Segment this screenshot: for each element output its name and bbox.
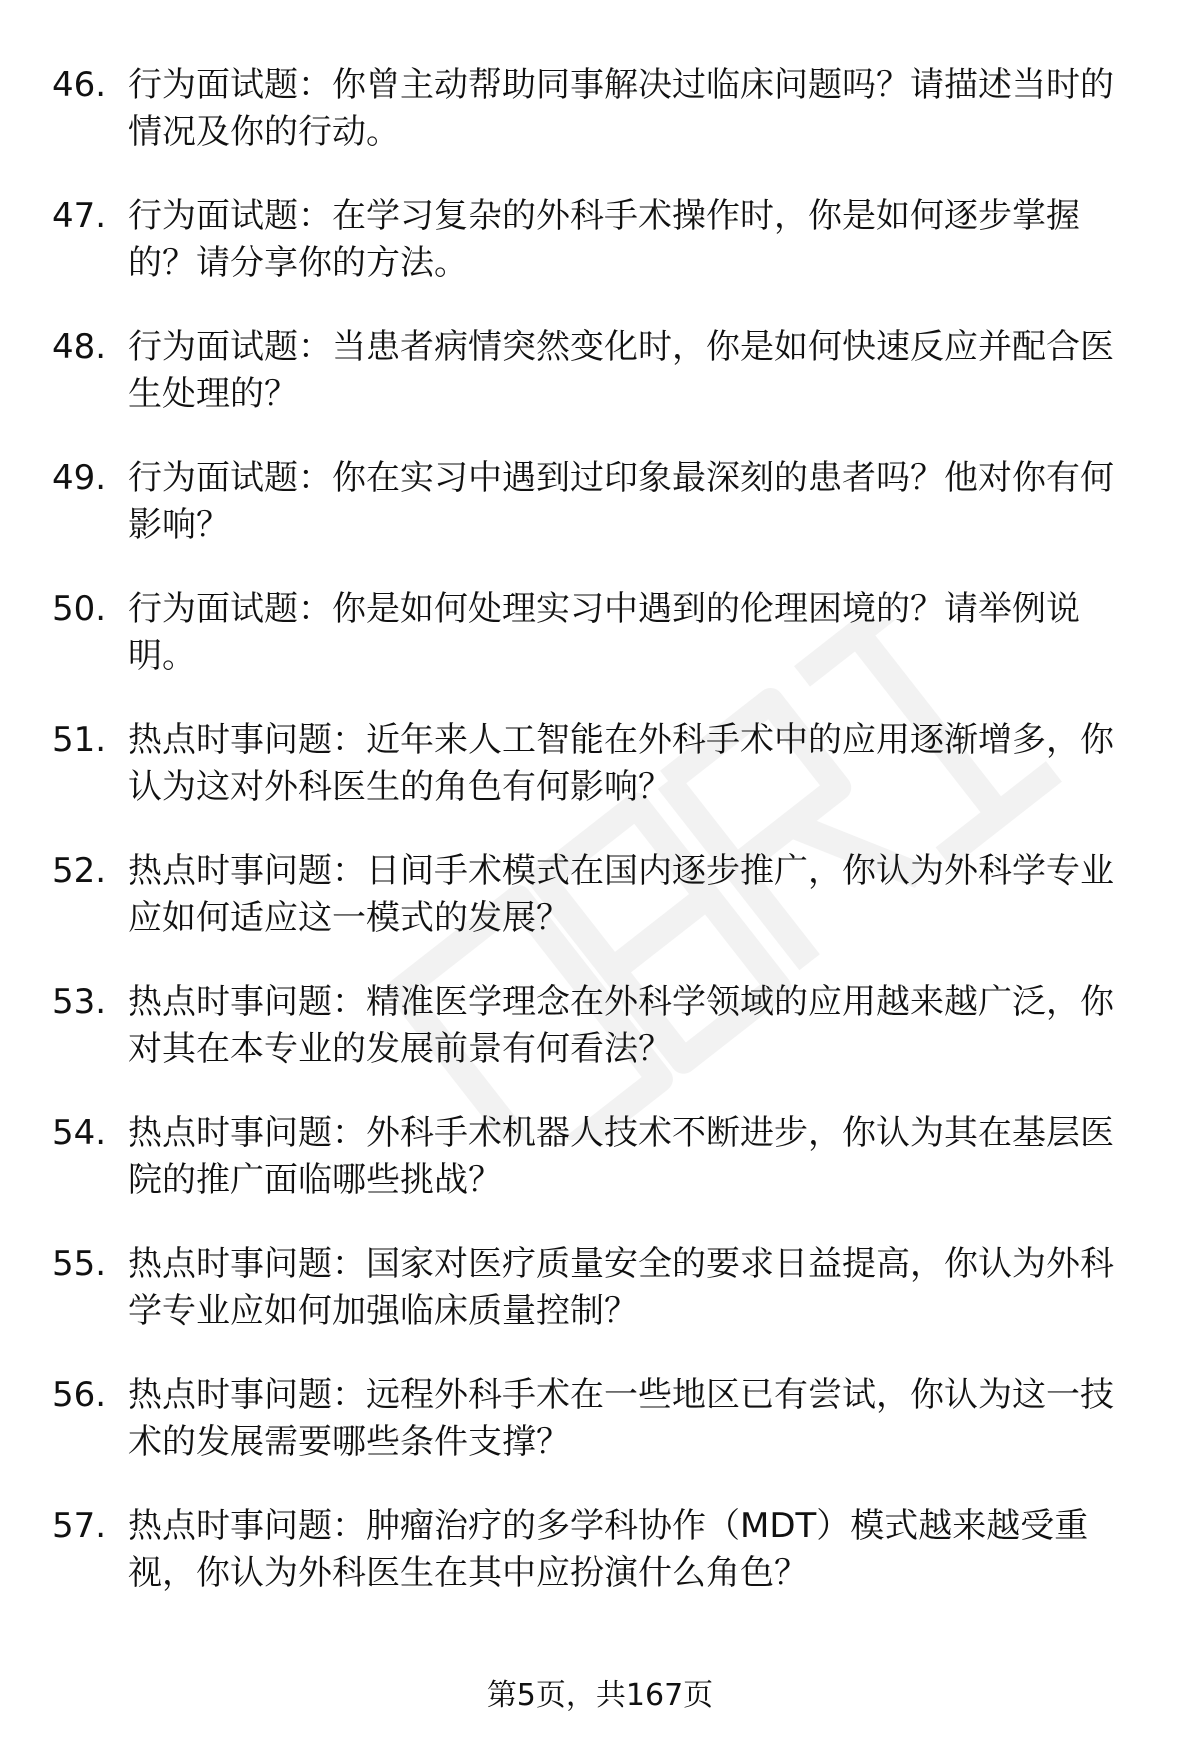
question-item <box>0 56 1200 187</box>
question-number: 47. <box>52 196 107 236</box>
question-text: 行为面试题：你曾主动帮助同事解决过临床问题吗？请描述当时的情况及你的行动。 <box>128 65 1114 152</box>
question-number: 55. <box>52 1244 107 1284</box>
question-number: 46. <box>52 65 107 105</box>
question-number: 51. <box>52 720 107 760</box>
question-item <box>0 1366 1200 1497</box>
page-footer: 第5页，共167页 <box>486 1678 714 1713</box>
question-number: 56. <box>52 1375 107 1415</box>
question-item <box>0 449 1200 580</box>
question-text: 行为面试题：你是如何处理实习中遇到的伦理困境的？请举例说明。 <box>128 589 1080 676</box>
question-text: 热点时事问题：远程外科手术在一些地区已有尝试，你认为这一技术的发展需要哪些条件支撑？ <box>128 1375 1114 1462</box>
question-text: 热点时事问题：近年来人工智能在外科手术中的应用逐渐增多，你认为这对外科医生的角色有何影响？ <box>128 720 1114 807</box>
question-text: 行为面试题：在学习复杂的外科手术操作时，你是如何逐步掌握的？请分享你的方法。 <box>128 196 1080 283</box>
question-number: 48. <box>52 327 107 367</box>
question-item <box>0 1497 1200 1628</box>
question-text: 热点时事问题：外科手术机器人技术不断进步，你认为其在基层医院的推广面临哪些挑战？ <box>128 1113 1114 1200</box>
question-item <box>0 318 1200 449</box>
question-text: 行为面试题：当患者病情突然变化时，你是如何快速反应并配合医生处理的？ <box>128 327 1114 414</box>
question-text: 热点时事问题：日间手术模式在国内逐步推广，你认为外科学专业应如何适应这一模式的发展？ <box>128 851 1114 938</box>
question-item <box>0 842 1200 973</box>
question-number: 49. <box>52 458 107 498</box>
question-text: 热点时事问题：精准医学理念在外科学领域的应用越来越广泛，你对其在本专业的发展前景有何看法？ <box>128 982 1114 1069</box>
question-number: 54. <box>52 1113 107 1153</box>
question-item <box>0 580 1200 711</box>
question-text: 热点时事问题：国家对医疗质量安全的要求日益提高，你认为外科学专业应如何加强临床质量控制？ <box>128 1244 1114 1331</box>
question-text: 热点时事问题：肿瘤治疗的多学科协作（MDT）模式越来越受重视，你认为外科医生在其中应扮演什么角色？ <box>128 1506 1089 1593</box>
question-number: 50. <box>52 589 107 629</box>
question-item <box>0 973 1200 1104</box>
question-item <box>0 711 1200 842</box>
question-number: 57. <box>52 1506 107 1546</box>
question-text: 行为面试题：你在实习中遇到过印象最深刻的患者吗？他对你有何影响？ <box>128 458 1114 545</box>
question-item <box>0 187 1200 318</box>
question-number: 52. <box>52 851 107 891</box>
question-item <box>0 1235 1200 1366</box>
question-item <box>0 1104 1200 1235</box>
question-number: 53. <box>52 982 107 1022</box>
question-list <box>0 56 1200 1628</box>
